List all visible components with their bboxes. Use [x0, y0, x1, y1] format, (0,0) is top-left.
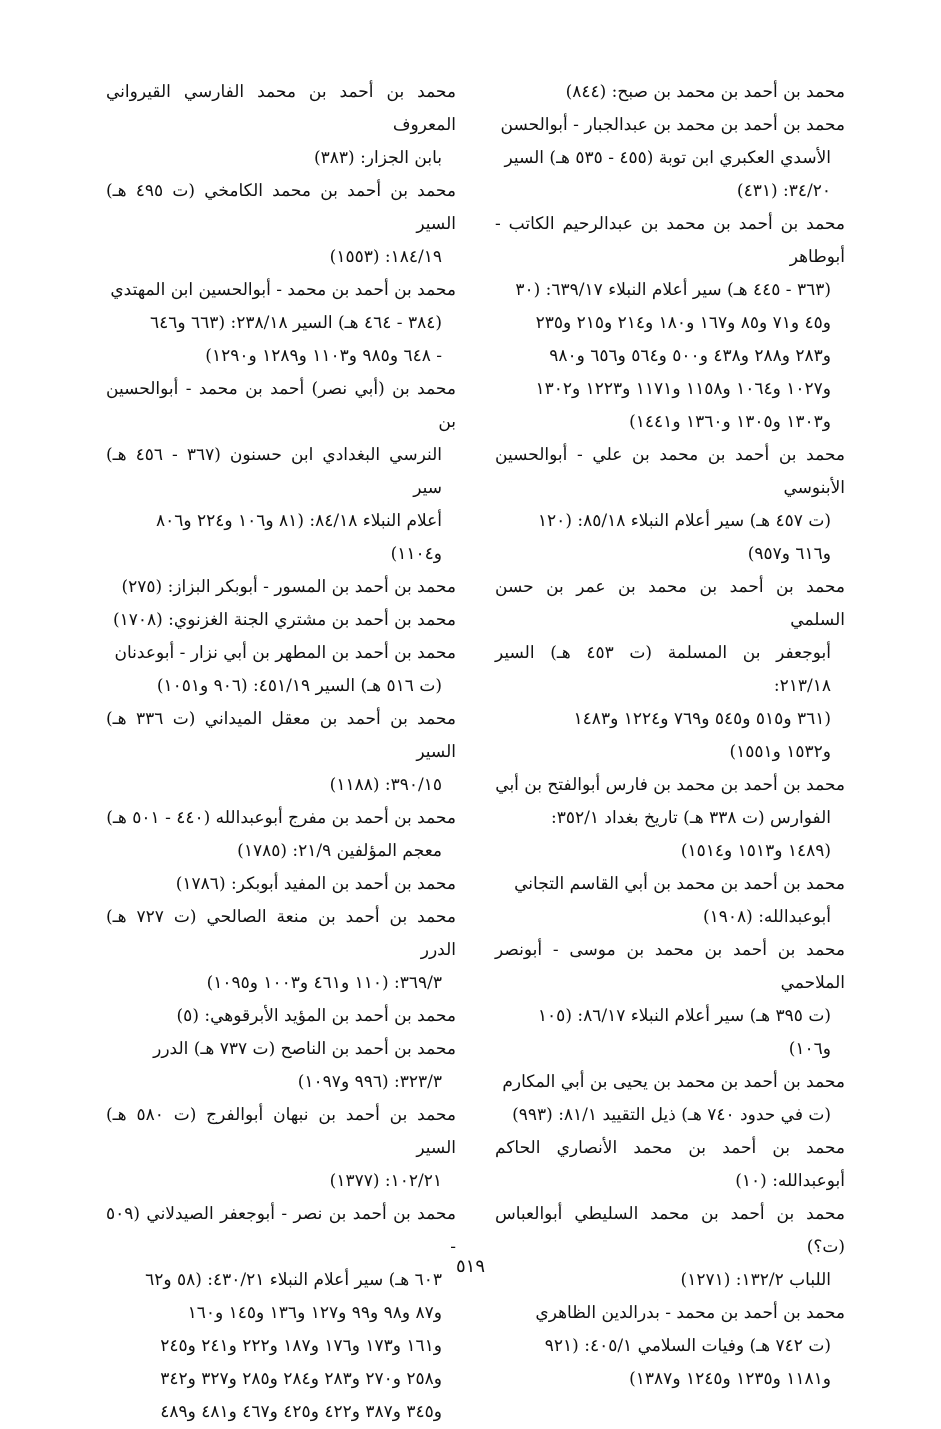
- index-entry: [106, 373, 456, 571]
- entry-line: محمد بن أحمد بن محمد بن علي - أبوالحسين الأبنوسي: [495, 445, 845, 498]
- entry-line: محمد بن أحمد بن مشتري الجنة الغزنوي: (١٧٠٨): [112, 610, 456, 630]
- entry-line: محمد بن أحمد بن منعة الصالحي (ت ٧٢٧ هـ) الدرر: [106, 907, 457, 960]
- entry-line: (١٤٨٩ و١٥١٣ و١٥١٤): [680, 841, 831, 861]
- index-entry: [106, 1099, 456, 1198]
- index-entry: [495, 934, 845, 1066]
- entry-line: محمد بن أحمد بن المطهر بن أبي نزار - أبوعدنان: [114, 643, 456, 663]
- entry-line: و١٦١ و١٧٣ و١٧٦ و١٨٧ و٢٢٢ و٢٤١ و٢٤٥: [160, 1336, 442, 1356]
- entry-line: محمد بن أحمد بن نصر - أبوجعفر الصيدلاني (٥٠٩ -: [106, 1204, 456, 1257]
- entry-line: - ٦٤٨ و٩٨٥ و١١٠٣ و١٢٨٩ و١٢٩٠): [205, 346, 442, 366]
- entry-line: محمد بن (أبي نصر) أحمد بن محمد - أبوالحسين بن: [106, 379, 456, 432]
- entry-line: محمد بن أحمد بن محمد بن يحيى بن أبي المكارم: [502, 1072, 845, 1092]
- index-entry: [495, 868, 845, 934]
- entry-line: ٣٢٣/٣: (٩٩٦ و١٠٩٧): [297, 1072, 442, 1092]
- entry-line: ١٨٤/١٩: (١٥٥٣): [329, 247, 442, 267]
- entry-line: أبوجعفر بن المسلمة (ت ٤٥٣ هـ) السير ٢١٣/١٨:: [495, 643, 831, 696]
- entry-line: معجم المؤلفين ٢١/٩: (١٧٨٥): [237, 841, 442, 861]
- entry-line: ٣٩٠/١٥: (١١٨٨): [329, 775, 442, 795]
- entry-line: محمد بن أحمد بن محمد بن موسى - أبونصر الملاحمي: [495, 940, 845, 993]
- index-entry: [106, 274, 456, 373]
- entry-line: محمد بن أحمد بن المفيد أبوبكر: (١٧٨٦): [175, 874, 456, 894]
- index-entry: [106, 1033, 456, 1099]
- entry-line: (ت في حدود ٧٤٠ هـ) ذيل التقييد ٨١/١: (٩٩٣): [512, 1105, 831, 1125]
- entry-line: و٢٨٣ و٢٨٨ و٤٣٨ و٥٠٠ و٥٦٤ و٦٥٦ و٩٨٠: [549, 346, 831, 366]
- entry-line: ٣٤/٢٠: (٤٣١): [736, 181, 831, 201]
- page-number: ٥١٩: [455, 1256, 485, 1277]
- entry-line: و١١٨١ و١٢٣٥ و١٢٤٥ و١٣٨٧): [629, 1369, 831, 1389]
- entry-line: و٢٥٨ و٢٧٠ و٢٨٣ و٢٨٤ و٢٨٥ و٣٢٧ و٣٤٢: [160, 1369, 442, 1389]
- entry-line: و٨٧ و٩٨ و٩٩ و١٢٧ و١٣٦ و١٤٥ و١٦٠: [187, 1303, 442, 1323]
- entry-line: (٣٨٤ - ٤٦٤ هـ) السير ٢٣٨/١٨: (٦٦٣ و٦٤٦: [150, 313, 442, 333]
- index-entry: [106, 637, 456, 703]
- index-entry: [106, 1198, 456, 1429]
- index-entry: [106, 571, 456, 604]
- entry-line: محمد بن أحمد بن محمد بن فارس أبوالفتح بن أبي: [495, 775, 845, 795]
- entry-line: ٦٠٣ هـ) سير أعلام النبلاء ٤٣٠/٢١: (٥٨ و٦٢: [145, 1270, 442, 1290]
- entry-line: و١٣٠٣ و١٣٠٥ و١٣٦٠ و١٤٤١): [629, 412, 831, 432]
- entry-line: محمد بن أحمد بن الناصح (ت ٧٣٧ هـ) الدرر: [153, 1039, 456, 1059]
- index-entry: [495, 76, 845, 109]
- index-entry: [106, 703, 456, 802]
- index-entry: [495, 439, 845, 571]
- index-entry: [495, 208, 845, 439]
- entry-line: محمد بن أحمد بن محمد السليطي أبوالعباس (ت؟): [495, 1204, 845, 1257]
- entry-line: و٣٤٥ و٣٨٧ و٤٢٢ و٤٢٥ و٤٦٧ و٤٨١ و٤٨٩: [160, 1402, 442, 1422]
- entry-line: محمد بن أحمد بن محمد - بدرالدين الظاهري: [535, 1303, 845, 1323]
- entry-line: ١٠٢/٢١: (١٣٧٧): [329, 1171, 442, 1191]
- entry-line: أبوعبدالله: (١٩٠٨): [702, 907, 831, 927]
- index-entry: [106, 76, 456, 175]
- entry-line: (٣٦٣ - ٤٤٥ هـ) سير أعلام النبلاء ٦٣٩/١٧: (٣٠: [515, 280, 831, 300]
- entry-line: محمد بن أحمد بن المؤيد الأبرقوهي: (٥): [176, 1006, 456, 1026]
- entry-line: (ت ٥١٦ هـ) السير ٤٥١/١٩: (٩٠٦ و١٠٥١): [156, 676, 442, 696]
- entry-line: (ت ٧٤٢ هـ) وفيات السلامي ٤٠٥/١: (٩٢١: [544, 1336, 831, 1356]
- entry-line: محمد بن أحمد بن مفرج أبوعبدالله (٤٤٠ - ٥٠١ هـ): [106, 808, 456, 828]
- entry-line: أعلام النبلاء ٨٤/١٨: (٨١ و١٠٦ و٢٢٤ و٨٠٦: [155, 511, 442, 531]
- index-column-left: [106, 76, 456, 1429]
- index-entry: [106, 604, 456, 637]
- entry-line: محمد بن أحمد بن المسور - أبوبكر البزاز: (٢٧٥): [121, 577, 456, 597]
- index-entry: [106, 1000, 456, 1033]
- index-entry: [495, 1198, 845, 1297]
- index-entry: [106, 175, 456, 274]
- entry-line: و٤٥ و٧١ و٨٥ و١٦٧ و١٨٠ و٢١٤ و٢١٥ و٢٣٥: [535, 313, 831, 333]
- entry-line: (٣٦١ و٥١٥ و٥٤٥ و٧٦٩ و١٢٢٤ و١٤٨٣: [573, 709, 831, 729]
- entry-line: و١١٠٤): [390, 544, 442, 564]
- index-entry: [106, 901, 456, 1000]
- entry-line: محمد بن أحمد بن محمد - أبوالحسين ابن المهتدي: [110, 280, 456, 300]
- entry-line: و٦١٦ و٩٥٧): [747, 544, 831, 564]
- entry-line: محمد بن أحمد بن محمد بن أبي القاسم التجاني: [514, 874, 845, 894]
- entry-line: محمد بن أحمد بن محمد بن عبدالرحيم الكاتب - أبوطاهر: [495, 214, 845, 267]
- entry-line: الفوارس (ت ٣٣٨ هـ) تاريخ بغداد ٣٥٢/١:: [551, 808, 831, 828]
- entry-line: و١٠٢٧ و١٠٦٤ و١١٥٨ و١١٧١ و١٢٢٣ و١٣٠٢: [535, 379, 831, 399]
- entry-line: النرسي البغدادي ابن حسنون (٣٦٧ - ٤٥٦ هـ) سير: [106, 445, 442, 498]
- entry-line: (ت ٣٩٥ هـ) سير أعلام النبلاء ٨٦/١٧: (١٠٥: [537, 1006, 831, 1026]
- entry-line: و١٥٣٢ و١٥٥١): [729, 742, 831, 762]
- entry-line: محمد بن أحمد بن محمد بن صبح: (٨٤٤): [565, 82, 845, 102]
- entry-line: محمد بن أحمد بن محمد الفارسي القيرواني المعروف: [106, 82, 456, 135]
- index-entry: [495, 109, 845, 208]
- index-entry: [495, 1297, 845, 1396]
- entry-line: محمد بن أحمد بن معقل الميداني (ت ٣٣٦ هـ) السير: [106, 709, 457, 762]
- entry-line: محمد بن أحمد بن محمد الأنصاري الحاكم أبوعبدالله: (١٠): [495, 1138, 845, 1191]
- index-entry: [495, 769, 845, 868]
- entry-line: محمد بن أحمد بن محمد بن عمر بن حسن السلمي: [495, 577, 845, 630]
- entry-line: الأسدي العكبري ابن توبة (٤٥٥ - ٥٣٥ هـ) السير: [504, 148, 831, 168]
- index-entry: [495, 1132, 845, 1198]
- entry-line: محمد بن أحمد بن نبهان أبوالفرج (ت ٥٨٠ هـ) السير: [106, 1105, 457, 1158]
- entry-line: بابن الجزار: (٣٨٣): [314, 148, 442, 168]
- entry-line: محمد بن أحمد بن محمد بن عبدالجبار - أبوالحسن: [500, 115, 845, 135]
- index-entry: [106, 802, 456, 868]
- entry-line: ٣٦٩/٣: (١١٠ و٤٦١ و١٠٠٣ و١٠٩٥): [206, 973, 442, 993]
- index-entry: [106, 868, 456, 901]
- entry-line: اللباب ١٣٢/٢: (١٢٧١): [680, 1270, 831, 1290]
- index-entry: [495, 571, 845, 769]
- entry-line: و١٠٦): [788, 1039, 831, 1059]
- index-entry: [495, 1066, 845, 1132]
- entry-line: محمد بن أحمد بن محمد الكامخي (ت ٤٩٥ هـ) السير: [106, 181, 456, 234]
- index-column-right: [495, 76, 845, 1396]
- entry-line: (ت ٤٥٧ هـ) سير أعلام النبلاء ٨٥/١٨: (١٢٠: [537, 511, 831, 531]
